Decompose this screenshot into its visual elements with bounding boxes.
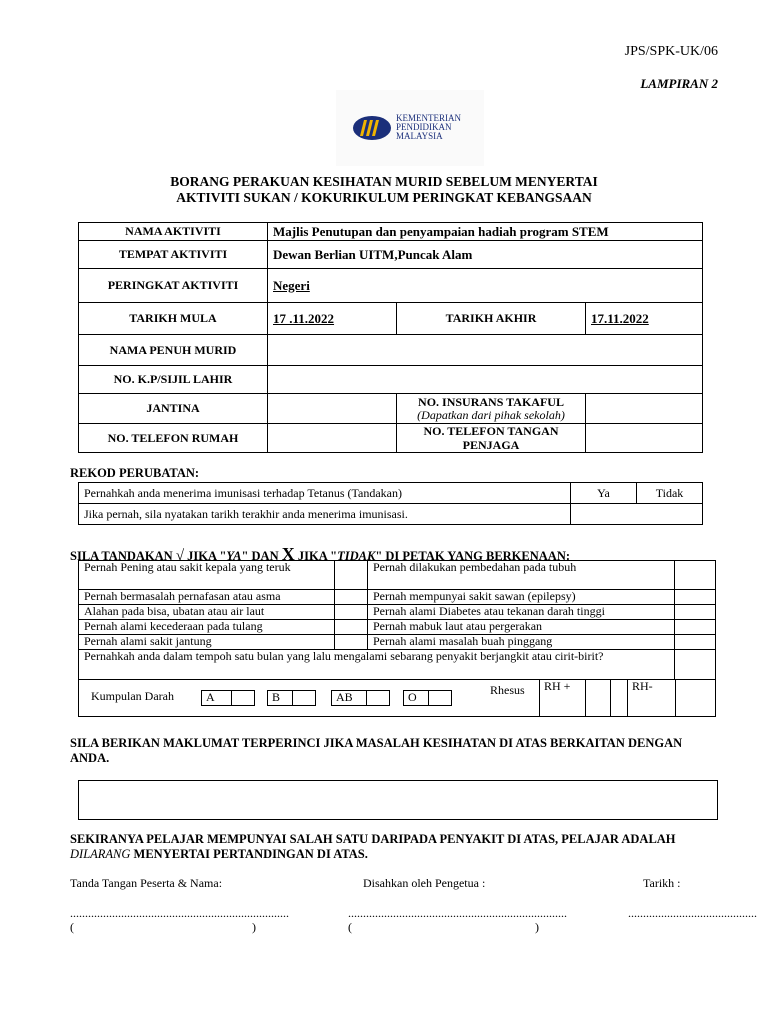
condition-right-3-box[interactable] xyxy=(675,620,716,635)
tarikh-akhir-label: TARIKH AKHIR xyxy=(397,303,586,335)
telefon-rumah-field[interactable] xyxy=(268,424,397,453)
tidak-option[interactable]: Tidak xyxy=(637,483,703,504)
ya-option[interactable]: Ya xyxy=(571,483,637,504)
peringkat-label: PERINGKAT AKTIVITI xyxy=(79,269,268,303)
pengetua-paren-open: ( xyxy=(348,920,352,934)
kp-label: NO. K.P/SIJIL LAHIR xyxy=(79,366,268,394)
condition-left-3: Pernah alami kecederaan pada tulang xyxy=(79,620,335,635)
warning-dilarang: DILARANG xyxy=(70,847,131,861)
blood-o-box[interactable] xyxy=(429,690,452,706)
instr-part1: SILA TANDAKAN xyxy=(70,549,173,563)
rh-pos-label: RH + xyxy=(539,680,586,716)
condition-right-1-box[interactable] xyxy=(675,590,716,605)
condition-left-3-box[interactable] xyxy=(335,620,368,635)
tarikh-akhir-value[interactable]: 17.11.2022 xyxy=(586,303,703,335)
cross-symbol: X xyxy=(281,544,295,564)
condition-left-2: Alahan pada bisa, ubatan atau air laut xyxy=(79,605,335,620)
logo-text-2: PENDIDIKAN xyxy=(396,122,452,132)
blood-ab-label: AB xyxy=(331,690,367,706)
jantina-field[interactable] xyxy=(268,394,397,424)
condition-left-4-box[interactable] xyxy=(335,635,368,650)
blood-a-box[interactable] xyxy=(232,690,255,706)
condition-right-3: Pernah mabuk laut atau pergerakan xyxy=(368,620,675,635)
condition-left-2-box[interactable] xyxy=(335,605,368,620)
condition-right-4: Pernah alami masalah buah pinggang xyxy=(368,635,675,650)
condition-right-2: Pernah alami Diabetes atau tekanan darah tinggi xyxy=(368,605,675,620)
tarikh-mula-value[interactable]: 17 .11.2022 xyxy=(268,303,397,335)
activity-info-table xyxy=(78,222,703,453)
instr-part2: JIKA " xyxy=(187,549,227,563)
instr-part3: " DAN xyxy=(241,549,279,563)
pengetua-paren-close: ) xyxy=(535,920,539,934)
kp-field[interactable] xyxy=(268,366,703,394)
condition-left-4: Pernah alami sakit jantung xyxy=(79,635,335,650)
pengetua-sign-label: Disahkan oleh Pengetua : xyxy=(363,876,486,890)
blood-b-box[interactable] xyxy=(293,690,316,706)
peserta-sign-label: Tanda Tangan Peserta & Nama: xyxy=(70,876,223,890)
nama-murid-field[interactable] xyxy=(268,335,703,366)
blood-a-label: A xyxy=(201,690,232,706)
berjangkit-question: Pernahkah anda dalam tempoh satu bulan yang lalu mengalami sebarang penyakit berjangkit atau cirit-birit? xyxy=(79,650,675,680)
blood-b-label: B xyxy=(267,690,293,706)
blood-ab[interactable] xyxy=(331,690,390,706)
condition-left-0-box[interactable] xyxy=(335,561,368,590)
blood-a[interactable] xyxy=(201,690,255,706)
condition-right-4-box[interactable] xyxy=(675,635,716,650)
title-line-2: AKTIVITI SUKAN / KOKURIKULUM PERINGKAT KEBANGSAAN xyxy=(176,190,592,205)
warning-line-2: MENYERTAI PERTANDINGAN DI ATAS. xyxy=(133,847,368,861)
immunisation-table xyxy=(78,482,703,525)
condition-left-1-box[interactable] xyxy=(335,590,368,605)
rhesus-label: Rhesus xyxy=(490,683,525,697)
title-line-1: BORANG PERAKUAN KESIHATAN MURID SEBELUM MENYERTAI xyxy=(170,174,598,189)
rh-neg-label: RH- xyxy=(627,680,676,716)
condition-left-1: Pernah bermasalah pernafasan atau asma xyxy=(79,590,335,605)
kpm-emblem-icon xyxy=(352,114,392,142)
peserta-paren-close: ) xyxy=(252,920,256,934)
tarikh-sign-line[interactable]: ........................................... xyxy=(628,906,757,920)
instr-part5: " DI PETAK YANG BERKENAAN: xyxy=(375,549,571,563)
rh-pos-box[interactable] xyxy=(585,680,611,716)
logo-text-1: KEMENTERIAN xyxy=(396,113,461,123)
warning-line-1: SEKIRANYA PELAJAR MEMPUNYAI SALAH SATU DARIPADA PENYAKIT DI ATAS, PELAJAR ADALAH xyxy=(70,832,676,846)
instr-tidak: TIDAK xyxy=(337,549,376,563)
tempat-label: TEMPAT AKTIVITI xyxy=(79,241,268,269)
imunisasi-date-question: Jika pernah, sila nyatakan tarikh terakhir anda menerima imunisasi. xyxy=(79,504,571,525)
warning-text xyxy=(70,832,730,862)
telefon-rumah-label: NO. TELEFON RUMAH xyxy=(79,424,268,453)
conditions-table xyxy=(78,560,716,717)
kpm-logo xyxy=(336,90,484,166)
imunisasi-date-field[interactable] xyxy=(571,504,703,525)
form-title xyxy=(60,174,708,206)
instr-ya: YA xyxy=(226,549,242,563)
instr-part4: JIKA " xyxy=(297,549,338,563)
jantina-label: JANTINA xyxy=(79,394,268,424)
condition-right-1: Pernah mempunyai sakit sawan (epilepsy) xyxy=(368,590,675,605)
tarikh-mula-label: TARIKH MULA xyxy=(79,303,268,335)
peringkat-value[interactable]: Negeri xyxy=(268,269,703,303)
tarikh-sign-label: Tarikh : xyxy=(643,876,681,890)
blood-o[interactable] xyxy=(403,690,452,706)
tick-symbol: √ xyxy=(175,548,185,564)
form-code: JPS/SPK-UK/06 xyxy=(624,44,718,59)
nama-aktiviti-label: NAMA AKTIVITI xyxy=(79,223,268,241)
condition-right-0-box[interactable] xyxy=(675,561,716,590)
tempat-value[interactable]: Dewan Berlian UITM,Puncak Alam xyxy=(268,241,703,269)
telefon-penjaga-label: NO. TELEFON TANGAN PENJAGA xyxy=(397,424,586,453)
rh-neg-box[interactable] xyxy=(675,680,716,716)
telefon-penjaga-field[interactable] xyxy=(586,424,703,453)
blood-group-row xyxy=(79,680,716,717)
lampiran-label: LAMPIRAN 2 xyxy=(640,76,718,91)
details-prompt: SILA BERIKAN MAKLUMAT TERPERINCI JIKA MASALAH KESIHATAN DI ATAS BERKAITAN DENGAN ANDA. xyxy=(70,736,683,765)
insurans-label xyxy=(397,394,586,424)
condition-right-0: Pernah dilakukan pembedahan pada tubuh xyxy=(368,561,675,590)
tetanus-question: Pernahkah anda menerima imunisasi terhadap Tetanus (Tandakan) xyxy=(79,483,571,504)
blood-o-label: O xyxy=(403,690,429,706)
details-field[interactable] xyxy=(78,780,718,820)
insurans-label-text: NO. INSURANS TAKAFUL xyxy=(418,394,564,409)
peserta-sign-line[interactable]: ......................................................................... xyxy=(70,906,289,920)
insurans-field[interactable] xyxy=(586,394,703,424)
pengetua-sign-line[interactable]: ......................................................................... xyxy=(348,906,567,920)
peserta-paren-open: ( xyxy=(70,920,74,934)
kumpulan-darah-label: Kumpulan Darah xyxy=(91,689,174,703)
logo-text-3: MALAYSIA xyxy=(396,131,443,141)
insurans-note: (Dapatkan dari pihak sekolah) xyxy=(417,407,565,422)
blood-ab-box[interactable] xyxy=(367,690,390,706)
nama-aktiviti-value[interactable]: Majlis Penutupan dan penyampaian hadiah program STEM xyxy=(268,223,703,241)
rekod-heading: REKOD PERUBATAN: xyxy=(70,466,200,480)
condition-right-2-box[interactable] xyxy=(675,605,716,620)
blood-b[interactable] xyxy=(267,690,316,706)
condition-left-0: Pernah Pening atau sakit kepala yang teruk xyxy=(79,561,335,590)
nama-murid-label: NAMA PENUH MURID xyxy=(79,335,268,366)
berjangkit-box[interactable] xyxy=(675,650,716,680)
